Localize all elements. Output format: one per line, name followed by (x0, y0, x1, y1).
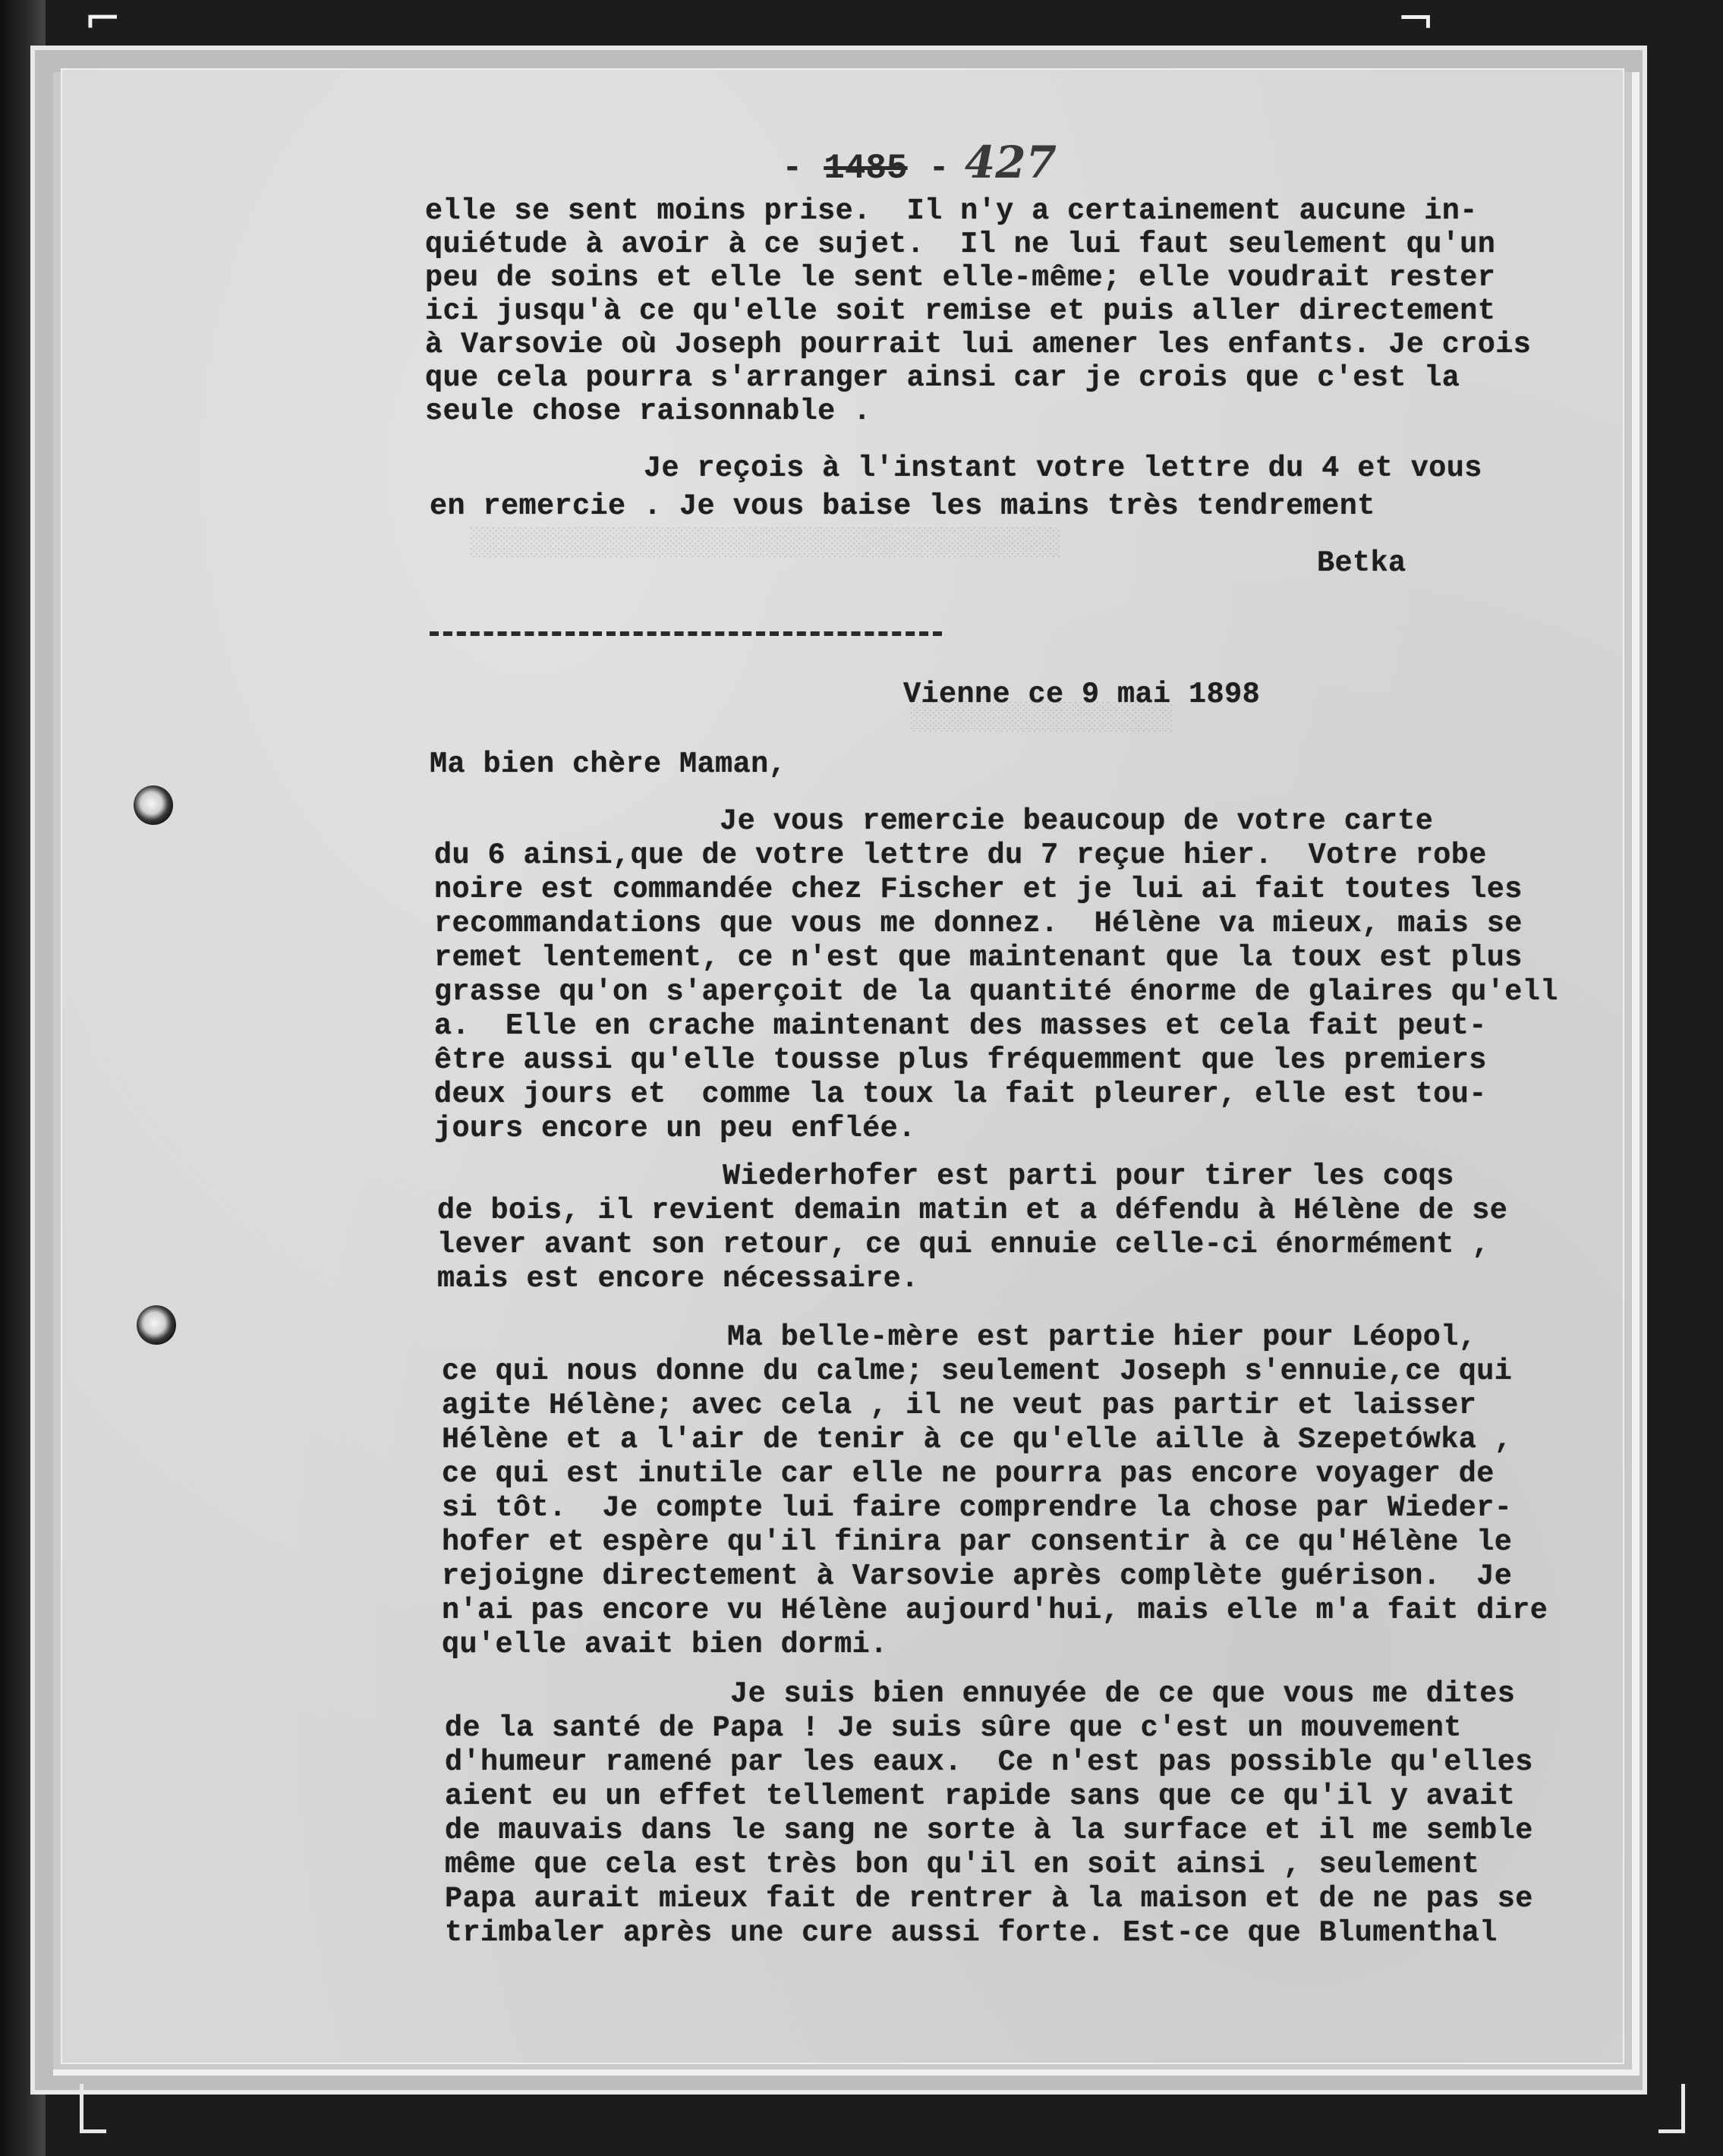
text-line: hofer et espère qu'il finira par consentir à ce qu'Hélène le (442, 1525, 1513, 1559)
text-line: trimbaler après une cure aussi forte. Est-ce que Blumenthal (445, 1916, 1498, 1950)
top-right-corner-mark: ¬ (1397, 0, 1435, 46)
text-line: de mauvais dans le sang ne sorte à la surface et il me semble (445, 1814, 1533, 1847)
text-line: Je vous remercie beaucoup de votre carte (434, 804, 1434, 838)
signature: Betka (1317, 546, 1406, 580)
text-line: Papa aurait mieux fait de rentrer à la maison et de ne pas se (445, 1882, 1533, 1915)
text-line: recommandations que vous me donnez. Hélène va mieux, mais se (434, 907, 1523, 940)
text-line: jours encore un peu enflée. (434, 1112, 916, 1145)
text-line: Je suis bien ennuyée de ce que vous me dites (445, 1677, 1516, 1711)
closing-line: en remercie . Je vous baise les mains très tendrement (430, 489, 1375, 523)
text-line: mais est encore nécessaire. (437, 1262, 919, 1295)
bottom-left-bracket (80, 2084, 106, 2133)
punch-hole-lower (137, 1305, 176, 1345)
text-line: quiétude à avoir à ce sujet. Il ne lui faut seulement qu'un (425, 228, 1496, 261)
bottom-right-bracket (1658, 2084, 1685, 2133)
text-line: deux jours et comme la toux la fait pleurer, elle est tou- (434, 1078, 1487, 1111)
bleed-through-text: ░░░░░░░░░░░░░░░░░░░░░░░░░░░░░░░░░░░░ (471, 527, 1061, 559)
text-line: noire est commandée chez Fischer et je lui ai fait toutes les (434, 873, 1523, 906)
text-line: si tôt. Je compte lui faire comprendre la chose par Wieder- (442, 1491, 1513, 1525)
text-line: qu'elle avait bien dormi. (442, 1628, 888, 1661)
text-line: elle se sent moins prise. Il n'y a certainement aucune in- (425, 194, 1478, 228)
text-line: que cela pourra s'arranger ainsi car je crois que c'est la (425, 361, 1460, 395)
text-line: agite Hélène; avec cela , il ne veut pas partir et laisser (442, 1389, 1477, 1422)
text-line: de la santé de Papa ! Je suis sûre que c'est un mouvement (445, 1711, 1462, 1745)
text-line: n'ai pas encore vu Hélène aujourd'hui, mais elle m'a fait dire (442, 1594, 1548, 1627)
text-line: être aussi qu'elle tousse plus fréquemment que les premiers (434, 1043, 1487, 1077)
text-line: à Varsovie où Joseph pourrait lui amener les enfants. Je crois (425, 328, 1532, 361)
page-number-struck: 1485 (824, 149, 908, 188)
page-number: - 1485 - 427 (782, 137, 1057, 188)
text-line: ici jusqu'à ce qu'elle soit remise et puis aller directement (425, 294, 1496, 328)
top-left-corner-mark: ⌐ (83, 0, 122, 46)
page-number-handwritten: 427 (964, 137, 1057, 188)
text-line: Wiederhofer est parti pour tirer les coqs (437, 1160, 1454, 1193)
text-line: a. Elle en crache maintenant des masses et cela fait peut- (434, 1009, 1487, 1043)
punch-hole-upper (134, 785, 173, 825)
bleed-through-text: ░░░░░░░░░░░░░░░░ (911, 702, 1173, 733)
text-line: même que cela est très bon qu'il en soit ainsi , seulement (445, 1848, 1480, 1881)
text-line: ce qui est inutile car elle ne pourra pas encore voyager de (442, 1457, 1495, 1490)
text-line: de bois, il revient demain matin et a défendu à Hélène de se (437, 1194, 1508, 1227)
text-line: Hélène et a l'air de tenir à ce qu'elle aille à Szepetówka , (442, 1423, 1513, 1456)
dateline: Vienne ce 9 mai 1898 (903, 678, 1261, 711)
text-line: d'humeur ramené par les eaux. Ce n'est pas possible qu'elles (445, 1745, 1533, 1779)
text-line: lever avant son retour, ce qui ennuie celle-ci énormément , (437, 1228, 1490, 1261)
text-line: peu de soins et elle le sent elle-même; elle voudrait rester (425, 261, 1496, 294)
text-line: rejoigne directement à Varsovie après complète guérison. Je (442, 1560, 1513, 1593)
text-line: du 6 ainsi,que de votre lettre du 7 reçue hier. Votre robe (434, 839, 1487, 872)
text-line: ce qui nous donne du calme; seulement Joseph s'ennuie,ce qui (442, 1355, 1513, 1388)
text-line: remet lentement, ce n'est que maintenant que la toux est plus (434, 941, 1523, 974)
section-separator (430, 631, 942, 636)
text-line: grasse qu'on s'aperçoit de la quantité énorme de glaires qu'ell (434, 975, 1558, 1009)
text-line: seule chose raisonnable . (425, 395, 871, 428)
salutation: Ma bien chère Maman, (430, 748, 787, 781)
text-line: aient eu un effet tellement rapide sans que ce qu'il y avait (445, 1780, 1516, 1813)
text-line: Ma belle-mère est partie hier pour Léopol, (442, 1320, 1477, 1354)
closing-line: Je reçois à l'instant votre lettre du 4 et vous (430, 452, 1482, 485)
